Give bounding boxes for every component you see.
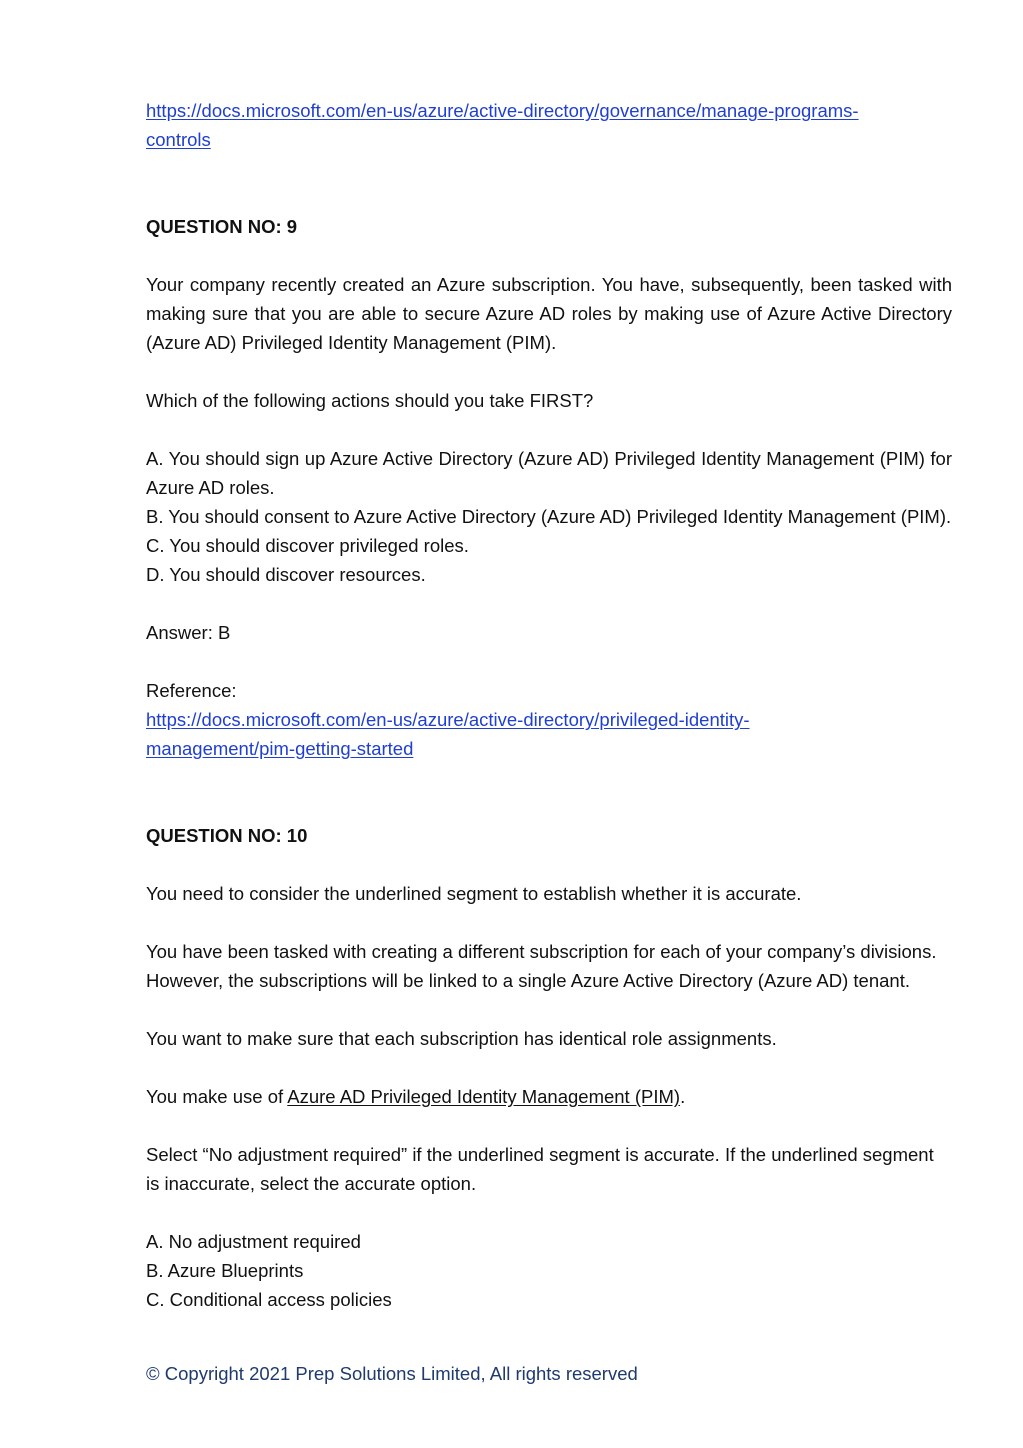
question-10-body: You have been tasked with creating a different subscription for each of your company’s divisions. However, the subscriptions will be linked to a single Azure Active Directory (Azure AD) tenant.: [146, 941, 937, 991]
reference-link-line: https://docs.microsoft.com/en-us/azure/active-directory/privileged-identity-: [146, 709, 750, 730]
reference-link-line: controls: [146, 129, 211, 150]
reference-link-line: management/pim-getting-started: [146, 738, 414, 759]
underlined-segment: Azure AD Privileged Identity Management (PIM): [287, 1086, 681, 1107]
question-10-goal: You want to make sure that each subscription has identical role assignments.: [146, 1028, 777, 1049]
question-9-option-d: D. You should discover resources.: [146, 564, 426, 585]
question-10-heading: QUESTION NO: 10: [146, 825, 308, 846]
question-9-option-b: B. You should consent to Azure Active Directory (Azure AD) Privileged Identity Management (PIM).: [146, 506, 952, 527]
question-10-instruction: Select “No adjustment required” if the underlined segment is accurate. If the underlined segment is inaccurate, select the accurate option.: [146, 1144, 934, 1194]
reference-link-line: https://docs.microsoft.com/en-us/azure/active-directory/governance/manage-programs-: [146, 100, 859, 121]
question-9-reference-label: Reference:: [146, 680, 237, 701]
statement-prefix: You make use of: [146, 1086, 288, 1107]
question-9-answer: Answer: B: [146, 622, 231, 643]
reference-link-pim[interactable]: [146, 705, 952, 763]
question-9-heading: QUESTION NO: 9: [146, 216, 298, 237]
document-page: [146, 96, 952, 1314]
question-10-option-c: C. Conditional access policies: [146, 1289, 392, 1310]
reference-link-governance[interactable]: [146, 96, 952, 154]
question-9-option-c: C. You should discover privileged roles.: [146, 535, 469, 556]
statement-suffix: .: [680, 1086, 686, 1107]
question-9-prompt: Which of the following actions should you take FIRST?: [146, 390, 594, 411]
question-10-option-b: B. Azure Blueprints: [146, 1260, 304, 1281]
question-10-intro: You need to consider the underlined segment to establish whether it is accurate.: [146, 883, 802, 904]
question-9-body: Your company recently created an Azure subscription. You have, subsequently, been tasked with making sure that you are able to secure Azure AD roles by making use of Azure Active Directory (Azure AD) Privileged Identity Management (PIM).: [146, 274, 952, 353]
copyright-footer: © Copyright 2021 Prep Solutions Limited, All rights reserved: [146, 1363, 638, 1384]
question-10-statement: [146, 1082, 952, 1111]
question-10-option-a: A. No adjustment required: [146, 1231, 361, 1252]
question-9-option-a: A. You should sign up Azure Active Directory (Azure AD) Privileged Identity Management (PIM) for Azure AD roles.: [146, 448, 952, 498]
